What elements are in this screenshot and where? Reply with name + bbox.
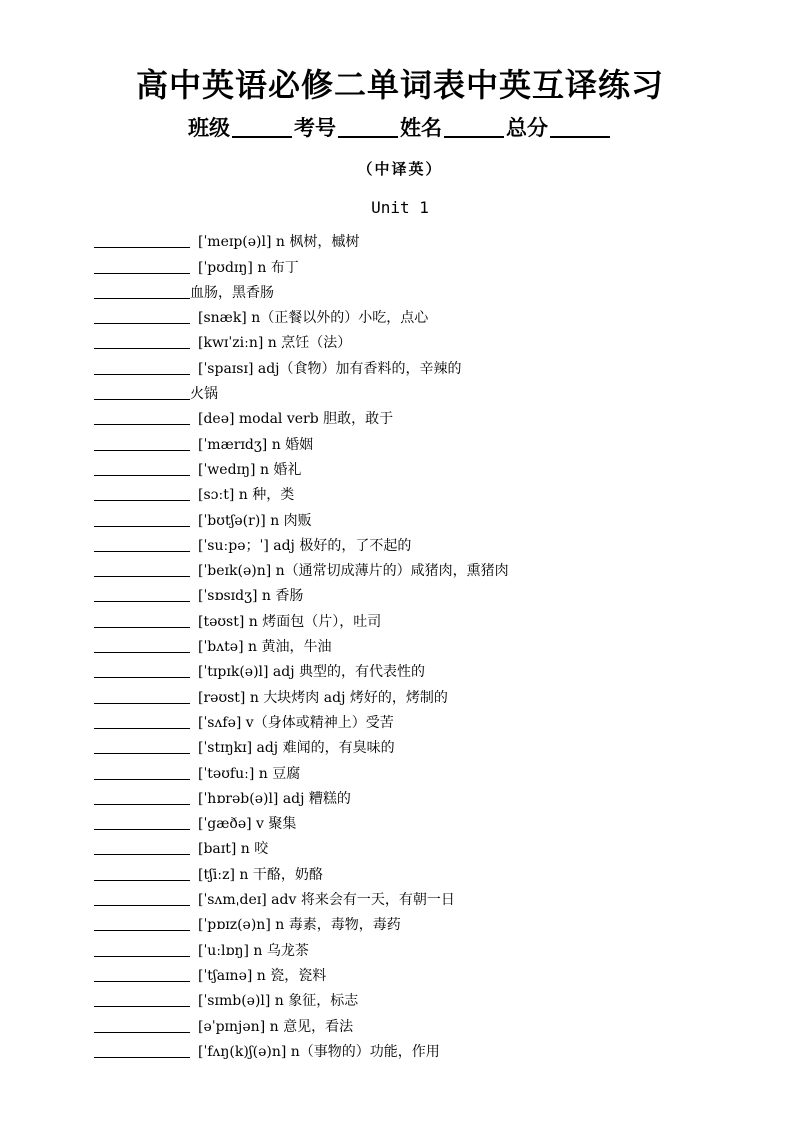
vocab-entry: [əˈpɪnjən] n 意见，看法 bbox=[198, 1018, 354, 1035]
answer-blank[interactable] bbox=[94, 348, 190, 349]
answer-blank[interactable] bbox=[94, 627, 190, 628]
vocab-row bbox=[94, 481, 784, 506]
answer-blank[interactable] bbox=[94, 475, 190, 476]
answer-blank[interactable] bbox=[94, 576, 190, 577]
vocab-row bbox=[94, 759, 784, 784]
answer-blank[interactable] bbox=[94, 829, 190, 830]
answer-blank[interactable] bbox=[94, 905, 190, 906]
vocab-entry: [ˈpʊdɪŋ] n 布丁 bbox=[198, 259, 299, 276]
answer-blank[interactable] bbox=[94, 551, 190, 552]
answer-blank[interactable] bbox=[94, 804, 190, 805]
vocab-row bbox=[94, 253, 784, 278]
answer-blank[interactable] bbox=[94, 779, 190, 780]
vocab-row bbox=[94, 683, 784, 708]
answer-blank[interactable] bbox=[94, 1057, 190, 1058]
answer-blank[interactable] bbox=[94, 273, 190, 274]
name-blank[interactable] bbox=[444, 135, 504, 138]
answer-blank[interactable] bbox=[94, 753, 190, 754]
student-info-row bbox=[0, 112, 800, 142]
answer-blank[interactable] bbox=[94, 500, 190, 501]
vocab-entry: [deə] modal verb 胆敢，敢于 bbox=[198, 411, 394, 428]
vocab-row bbox=[94, 962, 784, 987]
answer-blank[interactable] bbox=[94, 880, 190, 881]
answer-blank[interactable] bbox=[94, 323, 190, 324]
vocab-row bbox=[94, 329, 784, 354]
vocab-entry: [ˈuːlɒŋ] n 乌龙茶 bbox=[198, 942, 309, 959]
vocab-row bbox=[94, 304, 784, 329]
answer-blank[interactable] bbox=[94, 703, 190, 704]
vocab-row bbox=[94, 785, 784, 810]
vocab-entry: [ˈsʌmˌdeɪ] adv 将来会有一天，有朝一日 bbox=[198, 892, 455, 909]
answer-blank[interactable] bbox=[94, 652, 190, 653]
answer-blank[interactable] bbox=[94, 399, 190, 400]
vocab-row bbox=[94, 380, 784, 405]
answer-blank[interactable] bbox=[94, 526, 190, 527]
vocab-row bbox=[94, 279, 784, 304]
class-label: 班级 bbox=[188, 116, 230, 140]
section-label: （中译英） bbox=[357, 160, 443, 178]
vocab-row bbox=[94, 734, 784, 759]
answer-blank[interactable] bbox=[94, 1032, 190, 1033]
vocab-row bbox=[94, 405, 784, 430]
answer-blank[interactable] bbox=[94, 677, 190, 678]
vocab-row bbox=[94, 582, 784, 607]
vocab-entry: [ˈgæðə] v 聚集 bbox=[198, 816, 297, 833]
vocab-entry: [ˈwedɪŋ] n 婚礼 bbox=[198, 461, 302, 478]
vocab-row bbox=[94, 860, 784, 885]
vocab-entry: [ˈtʃaɪnə] n 瓷，瓷料 bbox=[198, 967, 327, 984]
vocab-entry: [ˈsɪmb(ə)l] n 象征，标志 bbox=[198, 993, 359, 1010]
vocab-entry: [ˈstɪŋkɪ] adj 难闻的，有臭味的 bbox=[198, 740, 395, 757]
answer-blank[interactable] bbox=[94, 930, 190, 931]
answer-blank[interactable] bbox=[94, 247, 190, 248]
answer-blank[interactable] bbox=[94, 956, 190, 957]
vocab-entry: [rəʊst] n 大块烤肉 adj 烤好的，烤制的 bbox=[198, 689, 448, 706]
vocab-row bbox=[94, 886, 784, 911]
vocab-row bbox=[94, 430, 784, 455]
answer-blank[interactable] bbox=[94, 298, 190, 299]
vocab-row bbox=[94, 709, 784, 734]
vocab-row bbox=[94, 354, 784, 379]
vocab-row bbox=[94, 835, 784, 860]
vocab-entry: [ˈbeɪk(ə)n] n（通常切成薄片的）咸猪肉，熏猪肉 bbox=[198, 563, 509, 580]
vocab-row bbox=[94, 506, 784, 531]
vocab-entry: 火锅 bbox=[190, 386, 218, 403]
vocab-row bbox=[94, 936, 784, 961]
vocab-row bbox=[94, 987, 784, 1012]
vocab-row bbox=[94, 810, 784, 835]
total-score-blank[interactable] bbox=[550, 135, 610, 138]
vocab-entry: [ˈmærɪdʒ] n 婚姻 bbox=[198, 436, 314, 453]
vocab-entry: [baɪt] n 咬 bbox=[198, 841, 269, 858]
name-label: 姓名 bbox=[400, 116, 442, 140]
vocab-row bbox=[94, 607, 784, 632]
vocab-row bbox=[94, 1038, 784, 1063]
vocab-row bbox=[94, 228, 784, 253]
vocab-row bbox=[94, 456, 784, 481]
vocab-entry: [ˈbʊtʃə(r)] n 肉贩 bbox=[198, 512, 312, 529]
total-score-label: 总分 bbox=[506, 116, 548, 140]
vocab-entry: [sɔːt] n 种，类 bbox=[198, 487, 295, 504]
exam-number-blank[interactable] bbox=[338, 135, 398, 138]
vocab-row bbox=[94, 658, 784, 683]
vocab-entry: [ˈtəʊfuː] n 豆腐 bbox=[198, 765, 301, 782]
vocab-row bbox=[94, 633, 784, 658]
vocab-entry: [ˈbʌtə] n 黄油，牛油 bbox=[198, 639, 332, 656]
vocab-entry: [snæk] n（正餐以外的）小吃，点心 bbox=[198, 310, 429, 327]
vocab-entry: [ˈsɒsɪdʒ] n 香肠 bbox=[198, 588, 304, 605]
answer-blank[interactable] bbox=[94, 450, 190, 451]
answer-blank[interactable] bbox=[94, 1006, 190, 1007]
vocab-entry: [ˈfʌŋ(k)ʃ(ə)n] n（事物的）功能，作用 bbox=[198, 1043, 440, 1060]
answer-blank[interactable] bbox=[94, 728, 190, 729]
vocab-entry: [ˈsuːpə；ˈ] adj 极好的，了不起的 bbox=[198, 537, 412, 554]
vocab-entry: [təʊst] n 烤面包（片），吐司 bbox=[198, 613, 382, 630]
class-blank[interactable] bbox=[232, 135, 292, 138]
answer-blank[interactable] bbox=[94, 424, 190, 425]
exam-number-label: 考号 bbox=[294, 116, 336, 140]
vocab-row bbox=[94, 1012, 784, 1037]
vocab-entry: [ˈtɪpɪk(ə)l] adj 典型的，有代表性的 bbox=[198, 664, 426, 681]
vocab-entry: [ˈspaɪsɪ] adj（食物）加有香料的，辛辣的 bbox=[198, 360, 462, 377]
vocabulary-list bbox=[94, 228, 784, 1063]
vocab-entry: [ˈmeɪp(ə)l] n 枫树，槭树 bbox=[198, 234, 360, 251]
vocab-entry: [tʃiːz] n 干酪，奶酪 bbox=[198, 866, 323, 883]
answer-blank[interactable] bbox=[94, 854, 190, 855]
unit-heading: Unit 1 bbox=[371, 198, 429, 217]
vocab-row bbox=[94, 532, 784, 557]
page-title: 高中英语必修二单词表中英互译练习 bbox=[135, 66, 664, 104]
answer-blank[interactable] bbox=[94, 601, 190, 602]
vocab-row bbox=[94, 911, 784, 936]
vocab-row bbox=[94, 557, 784, 582]
answer-blank[interactable] bbox=[94, 981, 190, 982]
vocab-entry: 血肠，黑香肠 bbox=[190, 284, 274, 301]
answer-blank[interactable] bbox=[94, 374, 190, 375]
vocab-entry: [kwɪˈziːn] n 烹饪（法） bbox=[198, 335, 352, 352]
vocab-entry: [ˈpɒɪz(ə)n] n 毒素，毒物，毒药 bbox=[198, 917, 401, 934]
vocab-entry: [ˈsʌfə] v（身体或精神上）受苦 bbox=[198, 714, 394, 731]
vocab-entry: [ˈhɒrəb(ə)l] adj 糟糕的 bbox=[198, 790, 351, 807]
